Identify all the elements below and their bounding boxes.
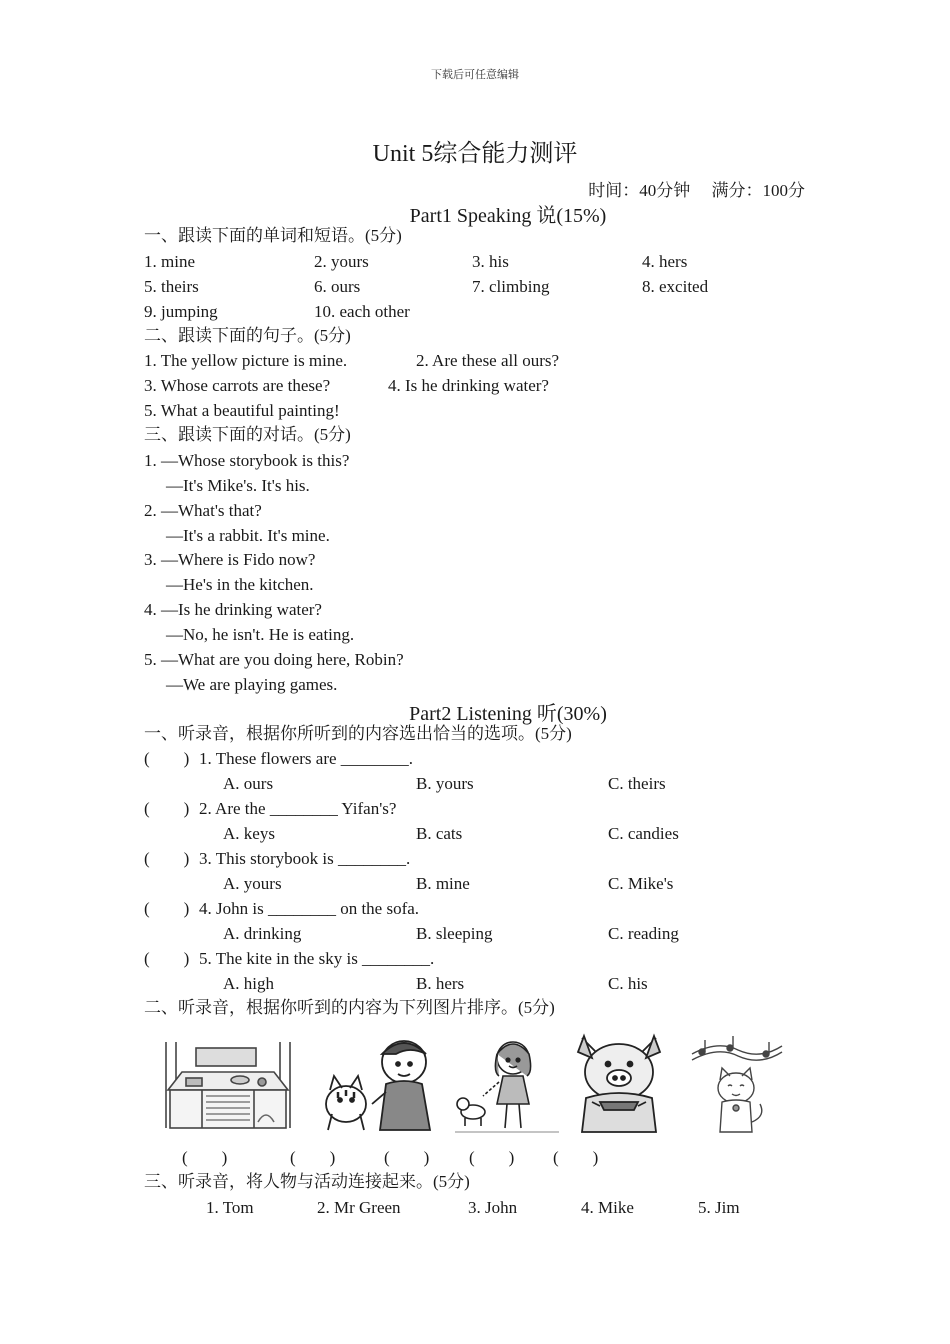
sentence-item: 4. Is he drinking water? [388,376,549,395]
person-name: 3. John [468,1198,518,1217]
person-name: 5. Jim [698,1198,740,1217]
dialogue-line: —It's a rabbit. It's mine. [166,526,330,545]
pig-eating-picture [570,1032,668,1136]
dialogue-line: —He's in the kitchen. [166,575,314,594]
order-bracket[interactable]: ( ) [182,1148,228,1167]
part1-sec3-heading: 三、跟读下面的对话。(5分) [144,425,351,444]
dialogue-line: —No, he isn't. He is eating. [166,625,355,644]
full-score: 满分：100分 [711,181,805,200]
word-item: 5. theirs [144,277,199,296]
girl-walking-dog-picture [455,1032,559,1136]
sentence-item: 3. Whose carrots are these? [144,376,331,395]
sentence-item: 2. Are these all ours? [416,351,560,370]
part2-title: Part2 Listening 听(30%) [409,703,607,725]
dialogue-line: 1. —Whose storybook is this? [144,451,350,470]
person-name: 1. Tom [206,1198,254,1217]
dialogue-line: —It's Mike's. It's his. [166,476,310,495]
word-item: 7. climbing [472,277,550,296]
option-c: C. his [608,974,648,993]
question-stem: 4. John is ________ on the sofa. [199,899,420,918]
order-bracket[interactable]: ( ) [290,1148,336,1167]
sentence-item: 1. The yellow picture is mine. [144,351,348,370]
order-bracket[interactable]: ( ) [469,1148,515,1167]
order-bracket[interactable]: ( ) [553,1148,599,1167]
dialogue-line: 4. —Is he drinking water? [144,600,322,619]
word-item: 9. jumping [144,302,218,321]
word-item: 10. each other [314,302,410,321]
part1-title: Part1 Speaking 说(15%) [409,205,607,227]
exam-meta [588,176,805,201]
dialogue-line: —We are playing games. [166,675,338,694]
option-a: A. high [223,974,274,993]
word-item: 3. his [472,252,509,271]
boy-with-cat-picture [310,1032,442,1136]
part2-sec1-heading: 一、听录音，根据你所听到的内容选出恰当的选项。(5分) [144,724,572,743]
page-title: Unit 5综合能力测评 [372,141,578,167]
dialogue-line: 5. —What are you doing here, Robin? [144,650,404,669]
part1-sec1-heading: 一、跟读下面的单词和短语。(5分) [144,226,402,245]
option-b: B. sleeping [416,924,493,943]
option-a: A. yours [223,874,282,893]
part2-sec2-heading: 二、听录音，根据你听到的内容为下列图片排序。(5分) [144,998,555,1017]
option-a: A. keys [223,824,275,843]
word-item: 2. yours [314,252,369,271]
option-c: C. reading [608,924,679,943]
singing-cat-picture [688,1032,786,1136]
word-item: 8. excited [642,277,709,296]
order-bracket[interactable]: ( ) [384,1148,430,1167]
option-b: B. mine [416,874,470,893]
answer-bracket[interactable]: ( ) [144,849,190,868]
time-limit: 时间：40分钟 [588,181,691,200]
dialogue-line: 3. —Where is Fido now? [144,550,316,569]
option-c: C. theirs [608,774,666,793]
option-b: B. cats [416,824,463,843]
sentence-item: 5. What a beautiful painting! [144,401,340,420]
kitchen-picture [162,1032,294,1136]
part2-sec3-heading: 三、听录音，将人物与活动连接起来。(5分) [144,1172,470,1191]
question-stem: 5. The kite in the sky is ________. [199,949,435,968]
option-a: A. ours [223,774,274,793]
question-stem: 2. Are the ________ Yifan's? [199,799,397,818]
question-stem: 3. This storybook is ________. [199,849,411,868]
word-item: 6. ours [314,277,361,296]
answer-bracket[interactable]: ( ) [144,899,190,918]
word-item: 4. hers [642,252,688,271]
dialogue-line: 2. —What's that? [144,501,262,520]
option-c: C. candies [608,824,679,843]
part1-sec2-heading: 二、跟读下面的句子。(5分) [144,326,351,345]
person-name: 4. Mike [581,1198,634,1217]
answer-bracket[interactable]: ( ) [144,799,190,818]
answer-bracket[interactable]: ( ) [144,949,190,968]
option-a: A. drinking [223,924,302,943]
header-note: 下载后可任意编辑 [431,69,519,81]
person-name: 2. Mr Green [317,1198,401,1217]
word-item: 1. mine [144,252,195,271]
option-c: C. Mike's [608,874,674,893]
option-b: B. yours [416,774,474,793]
question-stem: 1. These flowers are ________. [199,749,414,768]
option-b: B. hers [416,974,465,993]
answer-bracket[interactable]: ( ) [144,749,190,768]
